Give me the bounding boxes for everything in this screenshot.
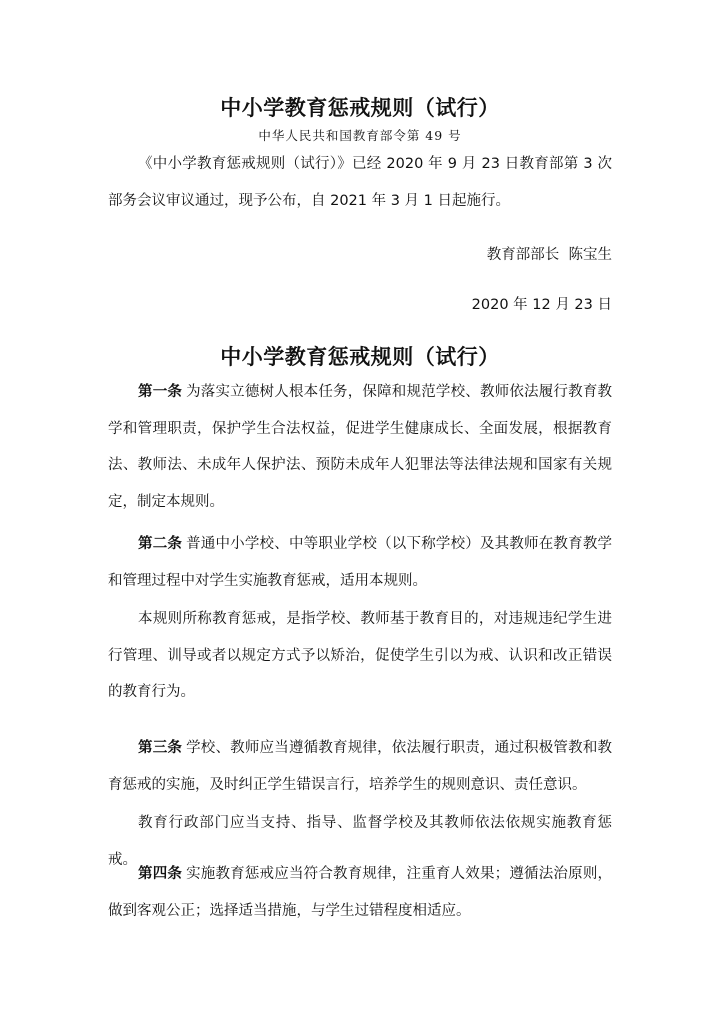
article-2-text: 普通中小学校、中等职业学校（以下称学校）及其教师在教育教学和管理过程中对学生实施教育惩戒，适用本规则。 xyxy=(108,536,613,589)
article-3 xyxy=(108,730,612,803)
article-3-text: 学校、教师应当遵循教育规律，依法履行职责，通过积极管教和教育惩戒的实施，及时纠正学生错误言行，培养学生的规则意识、责任意识。 xyxy=(108,740,613,793)
article-3-paragraph-2: 教育行政部门应当支持、指导、监督学校及其教师依法依规实施教育惩戒。 xyxy=(108,815,612,868)
signatory xyxy=(487,243,612,264)
article-2-label: 第二条 xyxy=(138,536,183,552)
rules-title: 中小学教育惩戒规则（试行） xyxy=(220,345,500,369)
announcement-date: 2020 年 12 月 23 日 xyxy=(471,297,612,313)
article-4 xyxy=(108,856,612,929)
article-4-label: 第四条 xyxy=(138,866,183,882)
document-title: 中小学教育惩戒规则（试行） xyxy=(220,96,500,120)
announcement-paragraph: 《中小学教育惩戒规则（试行）》已经 2020 年 9 月 23 日教育部第 3 次部务会议审议通过，现予公布，自 2021 年 3 月 1 日起施行。 xyxy=(108,156,612,209)
signatory-text: 教育部部长 陈宝生 xyxy=(486,247,612,263)
article-1-label: 第一条 xyxy=(138,384,183,400)
article-3-label: 第三条 xyxy=(138,740,183,756)
article-2-paragraph-2: 本规则所称教育惩戒，是指学校、教师基于教育目的，对违规违纪学生进行管理、训导或者以规定方式予以矫治，促使学生引以为戒、认识和改正错误的教育行为。 xyxy=(108,611,612,700)
article-2 xyxy=(108,526,612,599)
article-1 xyxy=(108,374,612,520)
article-4-text: 实施教育惩戒应当符合教育规律，注重育人效果；遵循法治原则，做到客观公正；选择适当措施，与学生过错程度相适应。 xyxy=(108,866,613,919)
article-1-text: 为落实立德树人根本任务，保障和规范学校、教师依法履行教育教学和管理职责，保护学生合法权益，促进学生健康成长、全面发展，根据教育法、教师法、未成年人保护法、预防未成年人犯罪法等法律法规和国家有关规定，制定本规则。 xyxy=(108,384,613,510)
order-number: 中华人民共和国教育部令第 49 号 xyxy=(258,128,462,143)
